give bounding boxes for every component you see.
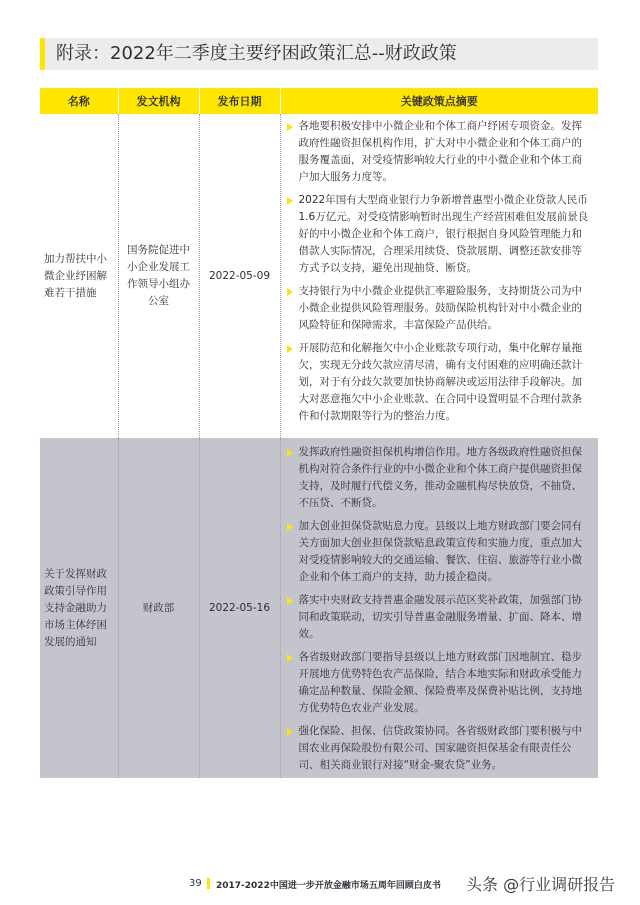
triangle-bullet-icon: [287, 123, 293, 131]
policy-point: [285, 192, 591, 277]
point-text: 加大创业担保贷款贴息力度。县级以上地方财政部门要会同有关方面加大创业担保贷款贴息政策宣传和实施力度，重点加大对受疫情影响较大的交通运输、餐饮、住宿、旅游等行业小微企业和个体工商户的支持，助力援企稳岗。: [298, 520, 582, 583]
footer-separator: [207, 878, 210, 889]
policy-point: [285, 340, 591, 425]
policy-point: [285, 649, 591, 717]
page-footer: [0, 872, 640, 896]
policy-point: [285, 518, 591, 586]
header-agency: 发文机构: [118, 88, 199, 114]
policy-agency: 财政部: [118, 438, 199, 778]
page-number: 39: [189, 878, 202, 889]
triangle-bullet-icon: [287, 597, 293, 605]
header-name: 名称: [40, 88, 118, 114]
table-row: [40, 114, 598, 438]
policy-agency: 国务院促进中小企业发展工作领导小组办公室: [118, 114, 199, 438]
footer-doc-title: 2017-2022中国进一步开放金融市场五周年回顾白皮书: [216, 881, 441, 891]
triangle-bullet-icon: [287, 523, 293, 531]
triangle-bullet-icon: [287, 197, 293, 205]
policy-name: 加力帮扶中小微企业纾困解难若干措施: [40, 114, 118, 438]
point-text: 各地要积极安排中小微企业和个体工商户纾困专项资金。发挥政府性融资担保机构作用，扩大对中小微企业和个体工商户的服务覆盖面，对受疫情影响较大行业的中小微企业和个体工商户加大服务力度等。: [298, 120, 582, 183]
policy-table: [40, 88, 598, 778]
point-text: 支持银行为中小微企业提供汇率避险服务，支持期货公司为中小微企业提供风险管理服务。鼓励保险机构针对中小微企业的风险特征和保障需求，丰富保险产品供给。: [298, 285, 582, 331]
page-title: 附录：2022年二季度主要纾困政策汇总--财政政策: [56, 43, 457, 64]
policy-point: [285, 283, 591, 334]
policy-point: [285, 118, 591, 186]
triangle-bullet-icon: [287, 449, 293, 457]
policy-points: [280, 438, 598, 778]
triangle-bullet-icon: [287, 345, 293, 353]
point-text: 落实中央财政支持普惠金融发展示范区奖补政策，加强部门协同和政策联动，切实引导普惠金融服务增量、扩面、降本、增效。: [298, 594, 582, 640]
policy-date: 2022-05-09: [199, 114, 280, 438]
policy-point: [285, 444, 591, 512]
point-text: 开展防范和化解拖欠中小企业账款专项行动，集中化解存量拖欠，实现无分歧欠款应清尽清，确有支付困难的应明确还款计划，对于有分歧欠款要加快协商解决或运用法律手段解决。加大对恶意拖欠中小企业账款、在合同中设置明显不合理付款条件和付款期限等行为的整治力度。: [298, 342, 582, 422]
policy-point: [285, 723, 591, 774]
point-text: 各省级财政部门要指导县级以上地方财政部门因地制宜、稳步开展地方优势特色农产品保险，结合本地实际和财政承受能力确定品种数量、保险金额、保险费率及保费补贴比例，支持地方优势特色农业产业发展。: [298, 651, 582, 714]
title-bar: [40, 38, 598, 70]
triangle-bullet-icon: [287, 288, 293, 296]
policy-date: 2022-05-16: [199, 438, 280, 778]
triangle-bullet-icon: [287, 654, 293, 662]
triangle-bullet-icon: [287, 728, 293, 736]
point-text: 2022年国有大型商业银行力争新增普惠型小微企业贷款人民币1.6万亿元。对受疫情影响暂时出现生产经营困难但发展前景良好的中小微企业和个体工商户，银行根据自身风险管理能力和借款人实际情况，合理采用续贷、贷款展期、调整还款安排等方式予以支持，避免出现抽贷、断贷。: [298, 194, 589, 274]
policy-point: [285, 592, 591, 643]
title-accent-bar: [40, 38, 45, 70]
table-row: [40, 438, 598, 778]
point-text: 强化保险、担保、信贷政策协同。各省级财政部门要积极与中国农业再保险股份有限公司、国家融资担保基金有限责任公司、相关商业银行对接“财金-聚农贷”业务。: [298, 725, 582, 771]
header-points: 关键政策点摘要: [280, 88, 598, 114]
header-date: 发布日期: [199, 88, 280, 114]
watermark: 头条 @行业调研报告: [466, 875, 616, 894]
policy-points: [280, 114, 598, 438]
policy-name: 关于发挥财政政策引导作用支持金融助力市场主体纾困发展的通知: [40, 438, 118, 778]
table-header-row: [40, 88, 598, 114]
point-text: 发挥政府性融资担保机构增信作用。地方各级政府性融资担保机构对符合条件行业的中小微企业和个体工商户提供融资担保支持，及时履行代偿义务，推动金融机构尽快放贷，不抽贷、不压贷、不断贷。: [298, 446, 582, 509]
